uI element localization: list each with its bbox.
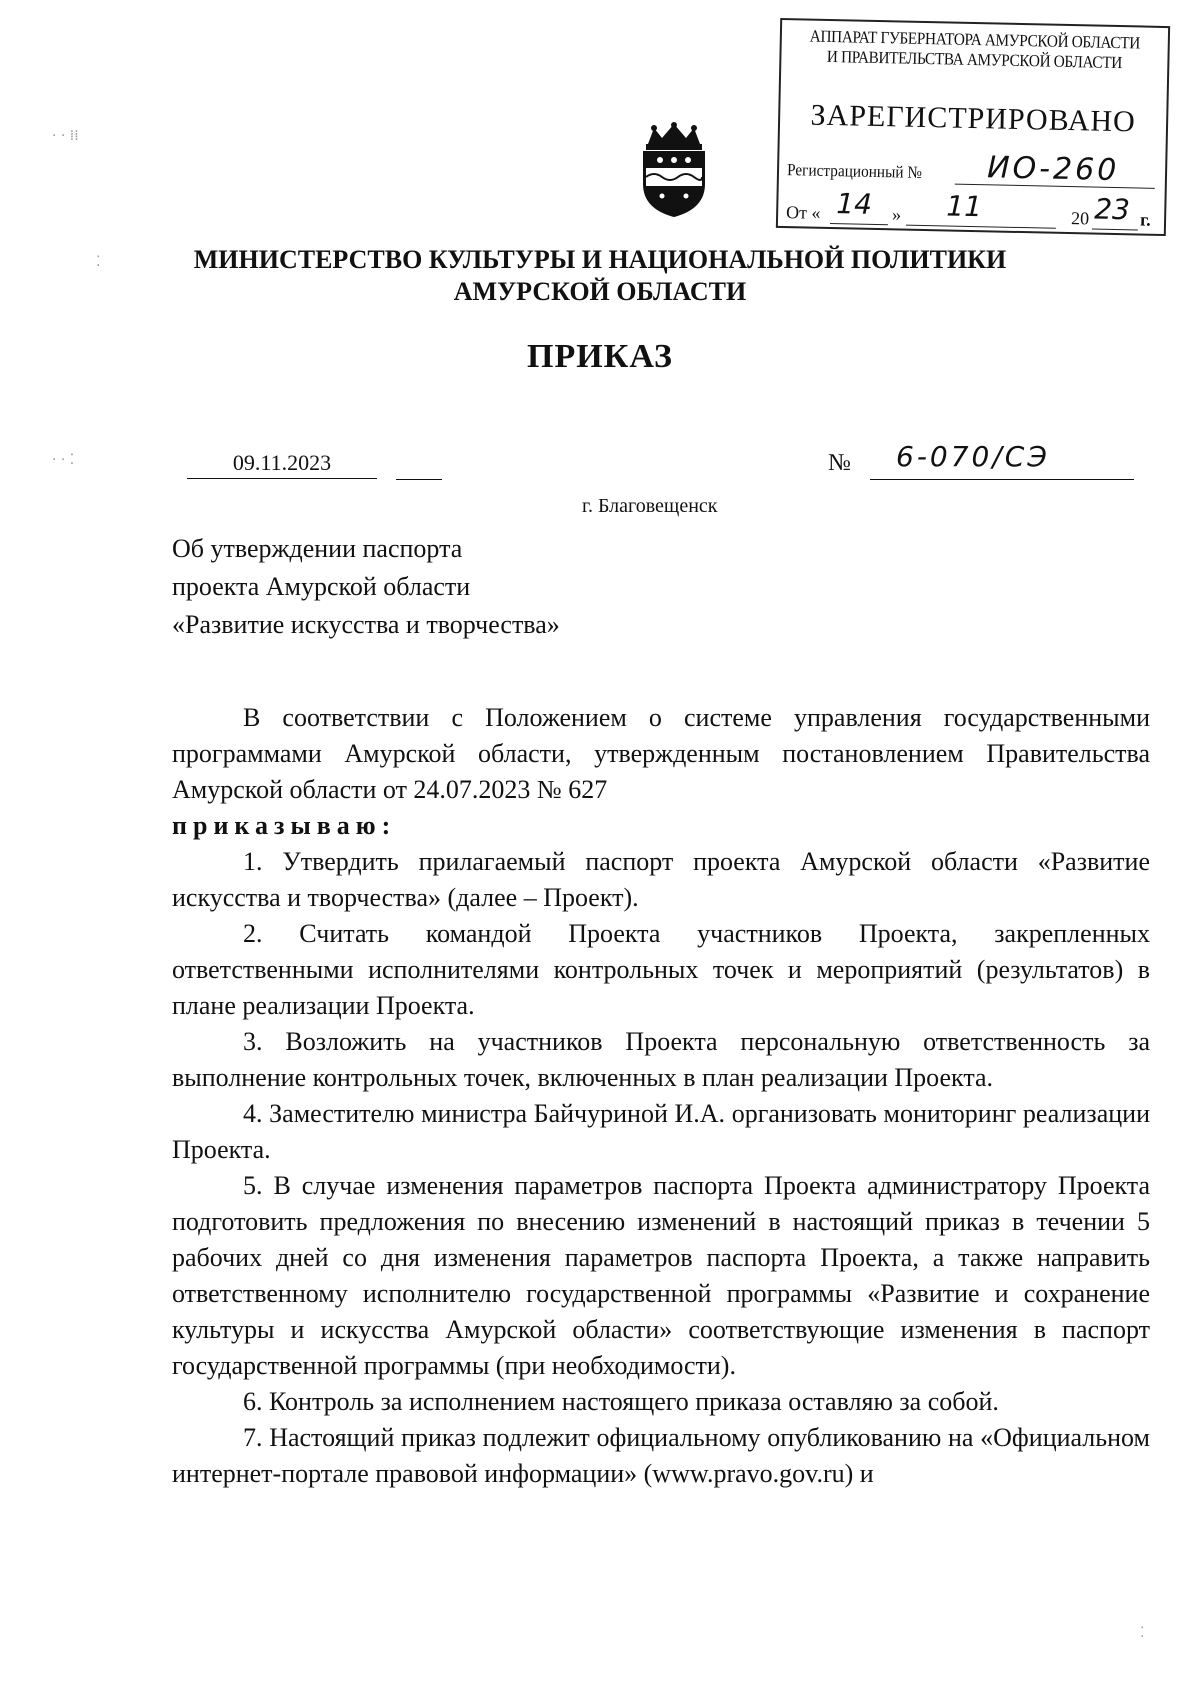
order-item-3: 3. Возложить на участников Проекта персональную ответственность за выполнение контрольных точек, включенных в план реализации Проекта. [172, 1027, 1150, 1092]
order-item-5: 5. В случае изменения параметров паспорта Проекта администратору Проекта подготовить предложения по внесению изменений в настоящий приказ в течении 5 рабочих дней со дня изменения параметров паспорта Проекта, а также направить ответственному исполнителю государственной программы «Развитие и сохранение культуры и искусства Амурской области» соответствующие изменения в паспорт государственной программы (при необходимости). [172, 1171, 1150, 1380]
stamp-day-underline [830, 223, 888, 225]
scan-mark: ⁚ [1140, 1625, 1145, 1641]
stamp-title: ЗАРЕГИСТРИРОВАНО [810, 98, 1137, 139]
ministry-line-1: МИНИСТЕРСТВО КУЛЬТУРЫ И НАЦИОНАЛЬНОЙ ПОЛИТИКИ [193, 245, 1007, 274]
order-item-7: 7. Настоящий приказ подлежит официальному опубликованию на «Официальном интернет-портале правовой информации» (www.pravo.gov.ru) и [172, 1423, 1150, 1488]
amur-region-coat-of-arms-icon [634, 122, 714, 218]
date-dash-line [396, 479, 442, 480]
stamp-org-line-1: АППАРАТ ГУБЕРНАТОРА АМУРСКОЙ ОБЛАСТИ [809, 26, 1141, 53]
stamp-month-underline [906, 225, 1056, 229]
order-number: 6-070/СЭ [870, 440, 1134, 480]
subject-line-3: «Развитие искусства и творчества» [172, 610, 560, 639]
order-city: г. Благовещенск [582, 495, 718, 517]
scan-mark: · · ⁚ [52, 452, 75, 468]
stamp-date-prefix: От « [785, 202, 821, 223]
subject-line-2: проекта Амурской области [172, 572, 471, 601]
order-number-label: № [828, 450, 851, 476]
order-subject [172, 530, 560, 644]
stamp-day: 14 [836, 187, 873, 221]
stamp-month: 11 [945, 189, 983, 224]
stamp-reg-label: Регистрационный № [786, 160, 923, 182]
stamp-year-prefix: 20 [1070, 208, 1090, 229]
registration-stamp [776, 18, 1170, 236]
stamp-day-close: » [891, 204, 902, 225]
order-body [172, 700, 1150, 1492]
stamp-reg-number: ИО-260 [986, 150, 1120, 189]
stamp-registration-row [786, 150, 1157, 189]
order-word: приказываю: [172, 811, 397, 840]
preamble: В соответствии с Положением о системе управления государственными программами Амурской области, утвержденным постановлением Правительства Амурской области от 24.07.2023 № 627 [172, 703, 1150, 804]
scan-mark: · · ⁞⁞ [52, 128, 79, 144]
order-item-4: 4. Заместителю министра Байчуриной И.А. организовать мониторинг реализации Проекта. [172, 1099, 1150, 1164]
ministry-line-2: АМУРСКОЙ ОБЛАСТИ [453, 277, 747, 306]
order-date: 09.11.2023 [187, 450, 377, 479]
stamp-year-suffix: 23 [1093, 192, 1131, 227]
ministry-name [150, 244, 1050, 308]
order-item-2: 2. Считать командой Проекта участников Проекта, закрепленных ответственными исполнителями контрольных точек и мероприятий (результатов) в плане реализации Проекта. [172, 919, 1150, 1020]
stamp-org-line-2: И ПРАВИТЕЛЬСТВА АМУРСКОЙ ОБЛАСТИ [826, 46, 1123, 73]
order-item-1: 1. Утвердить прилагаемый паспорт проекта Амурской области «Развитие искусства и творчества» (далее – Проект). [172, 847, 1150, 912]
subject-line-1: Об утверждении паспорта [172, 534, 463, 563]
stamp-year-underline [1092, 229, 1138, 231]
scan-mark: ⁚ [96, 254, 101, 270]
document-type: ПРИКАЗ [527, 338, 673, 375]
stamp-year-end: г. [1139, 209, 1151, 230]
stamp-organization [801, 26, 1149, 73]
stamp-date-row [785, 187, 1161, 230]
order-item-6: 6. Контроль за исполнением настоящего приказа оставляю за собой. [243, 1387, 999, 1416]
